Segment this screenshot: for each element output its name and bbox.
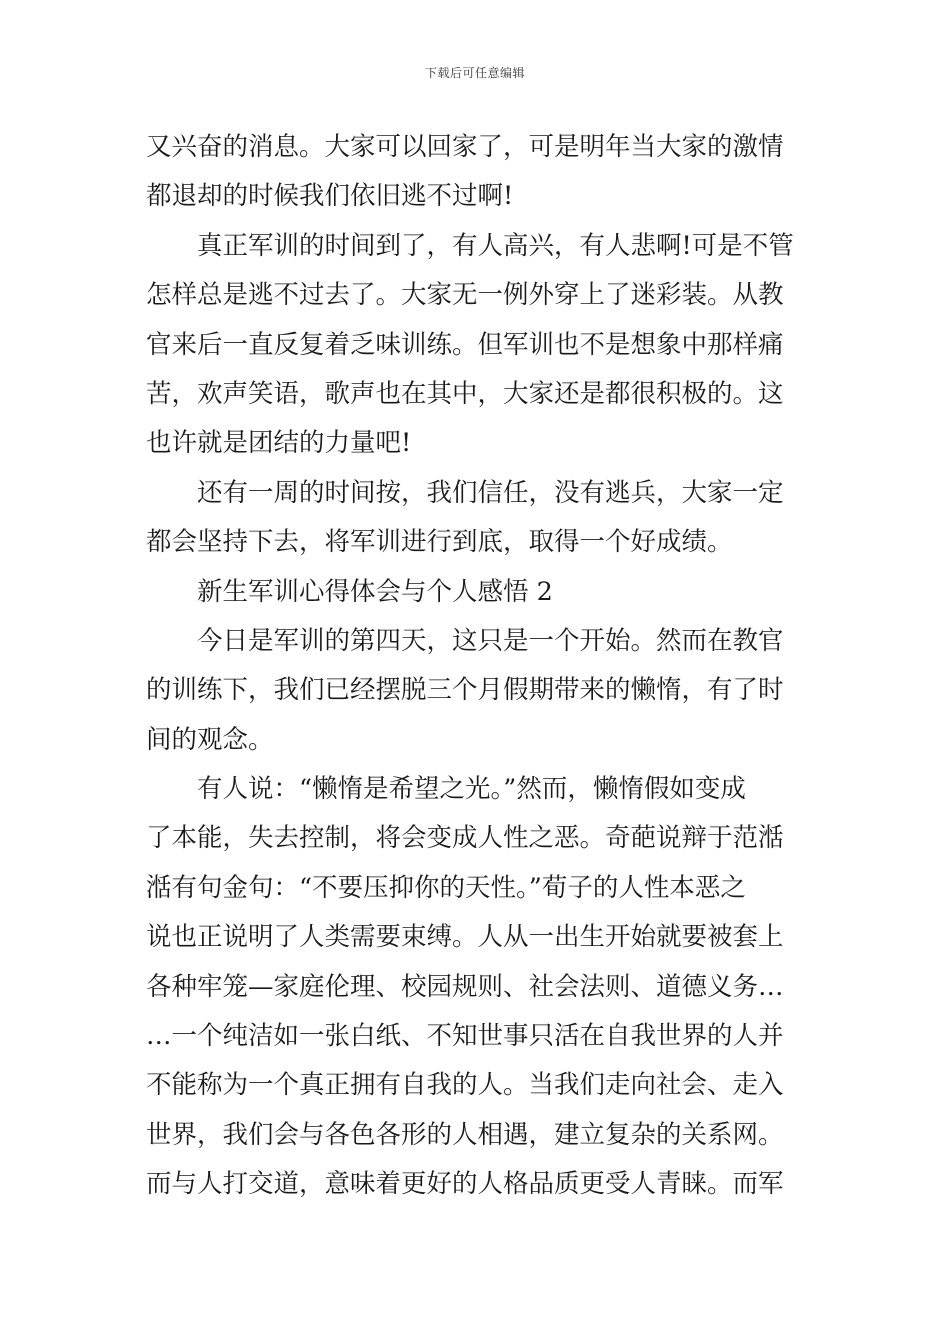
text-line: 真正军训的时间到了，有人高兴，有人悲啊!可是不管 [197,230,794,261]
text-line: 都退却的时候我们依旧逃不过啊! [146,181,514,212]
document-body [146,123,812,1210]
text-line: …一个纯洁如一张白纸、不知世事只活在自我世界的人并 [146,1021,784,1052]
text-line: 了本能，失去控制，将会变成人性之恶。奇葩说辩于范湉 [146,823,784,854]
text-line: 有人说：“懒惰是希望之光。”然而，懒惰假如变成 [197,774,746,805]
text-line: 都会坚持下去，将军训进行到底，取得一个好成绩。 [146,527,733,558]
text-line: 各种牢笼—家庭伦理、校园规则、社会法则、道德义务… [146,971,784,1002]
text-line: 不能称为一个真正拥有自我的人。当我们走向社会、走入 [146,1070,784,1101]
text-line: 说也正说明了人类需要束缚。人从一出生开始就要被套上 [146,922,784,953]
text-line: 湉有句金句：“不要压抑你的天性。”荀子的人性本恶之 [146,872,746,903]
text-line: 而与人打交道，意味着更好的人格品质更受人青睐。而军 [146,1169,784,1200]
text-line: 又兴奋的消息。大家可以回家了，可是明年当大家的激情 [146,132,784,162]
text-line: 苦，欢声笑语，歌声也在其中，大家还是都很积极的。这 [146,378,784,409]
text-line: 今日是军训的第四天，这只是一个开始。然而在教官 [197,625,784,656]
text-line: 怎样总是逃不过去了。大家无一例外穿上了迷彩装。从教 [146,280,784,311]
text-line: 世界，我们会与各色各形的人相遇，建立复杂的关系网。 [146,1119,784,1150]
text-line: 间的观念。 [146,724,274,755]
page-header: 下载后可任意编辑 [424,66,525,80]
text-line: 也许就是团结的力量吧! [146,428,412,459]
text-line: 新生军训心得体会与个人感悟 2 [197,576,553,607]
text-line: 官来后一直反复着乏味训练。但军训也不是想象中那样痛 [146,329,784,360]
text-line: 的训练下，我们已经摆脱三个月假期带来的懒惰，有了时 [146,675,784,706]
text-line: 还有一周的时间按，我们信任，没有逃兵，大家一定 [197,477,784,508]
